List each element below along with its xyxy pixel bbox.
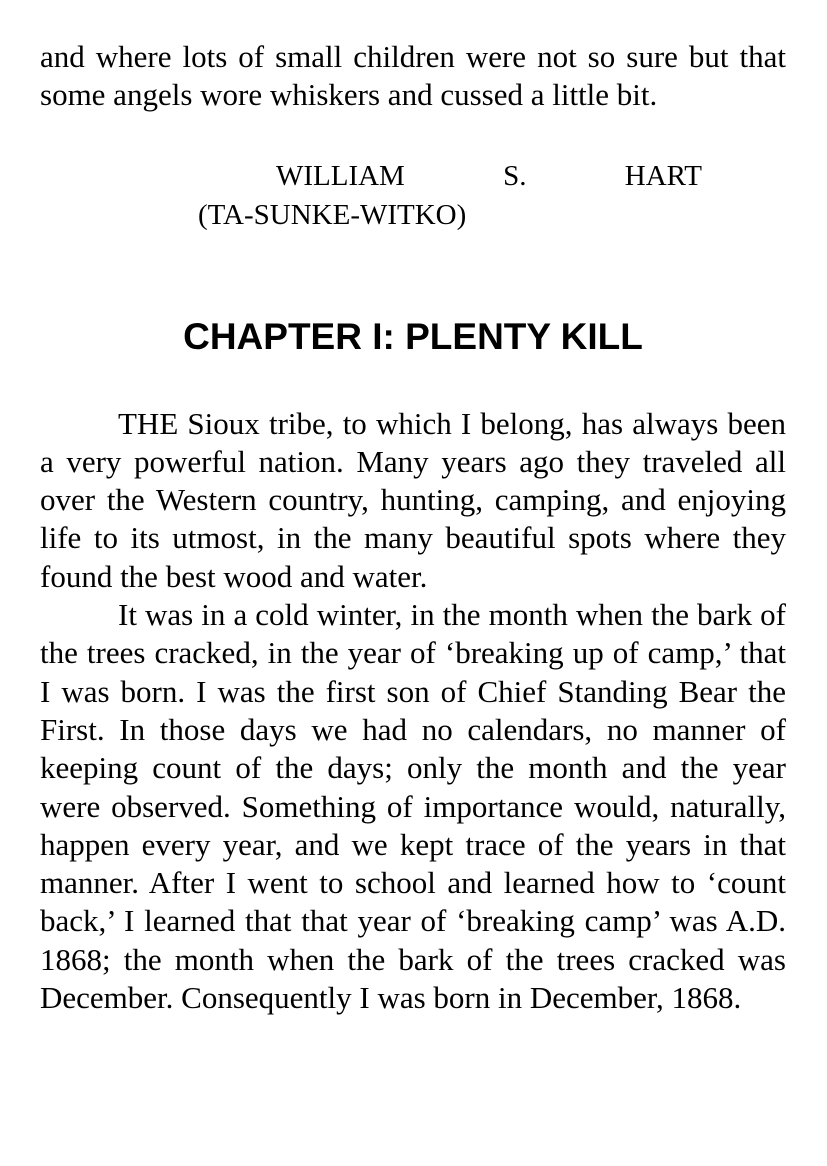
book-page	[40, 38, 786, 1017]
body-paragraph-1: THE Sioux tribe, to which I belong, has always been a very powerful nation. Many years ago they traveled all over the Western country, hunting, camping, and enjoying life to its utmost, in the many beautiful spots where they found the best wood and water.	[40, 405, 786, 594]
author-signature	[40, 157, 786, 235]
signature-name: WILLIAM S. HART	[276, 159, 702, 192]
chapter-title: CHAPTER I: PLENTY KILL	[183, 315, 643, 357]
intro-closing-paragraph: and where lots of small children were not so sure but that some angels wore whiskers and cussed a little bit.	[40, 39, 786, 113]
body-paragraph-2: It was in a cold winter, in the month when the bark of the trees cracked, in the year of ‘breaking up of camp,’ that I was born. I was the first son of Chief Standing Bear the First. In those days we had no calendars, no manner of keeping count of the days; only the month and the year were observed. Something of importance would, naturally, happen every year, and we kept trace of the years in that manner. After I went to school and learned how to ‘count back,’ I learned that that year of ‘breaking camp’ was A.D. 1868; the month when the bark of the trees cracked was December. Consequently I was born in December, 1868.	[40, 597, 786, 1016]
signature-alias: (TA-SUNKE-WITKO)	[198, 198, 467, 231]
